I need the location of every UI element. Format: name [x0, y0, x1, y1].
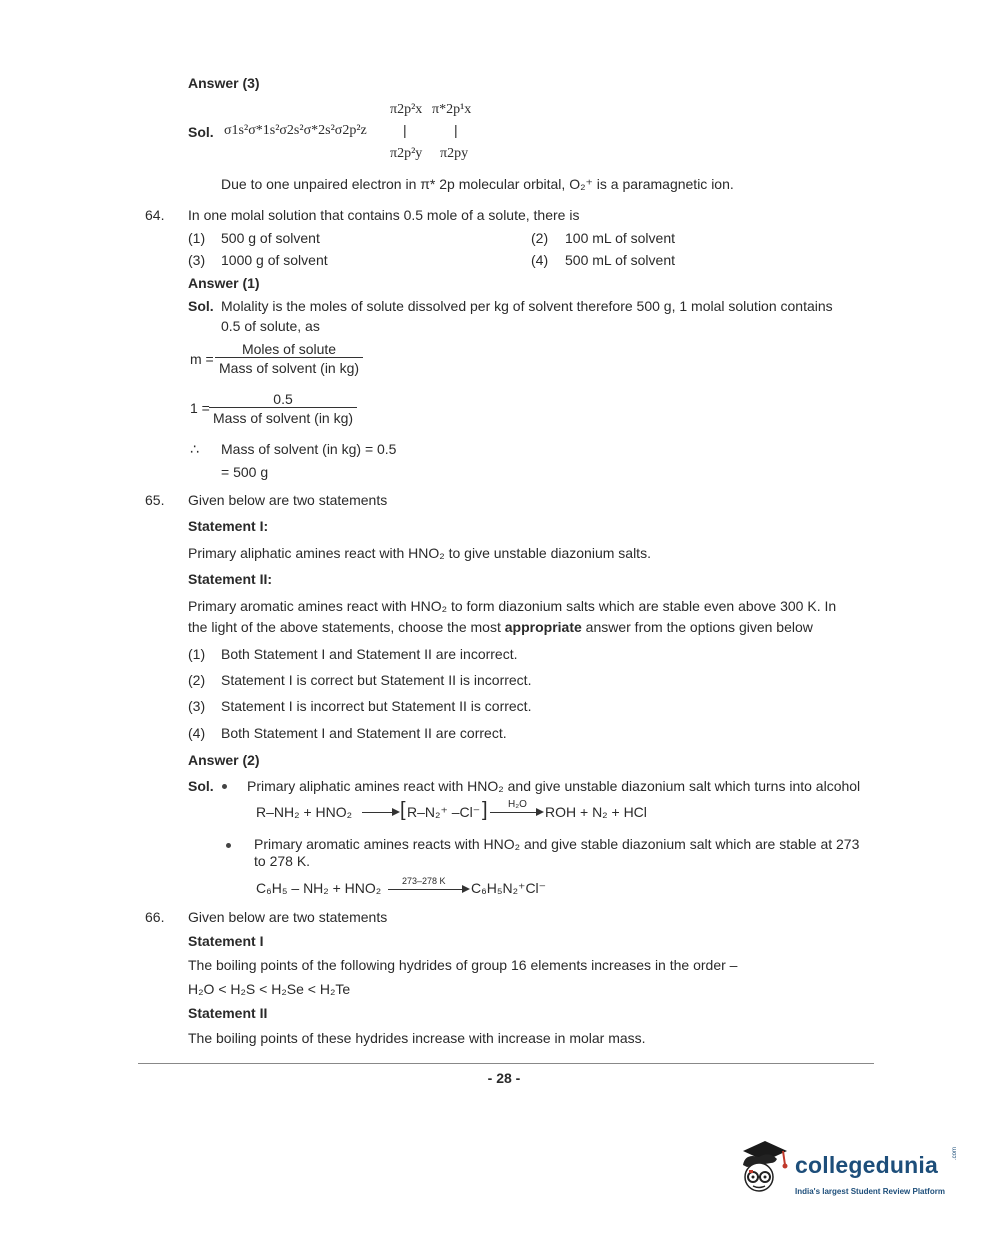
mo-pi-star-y: π2py [440, 146, 469, 161]
brand-name: collegedunia [795, 1152, 938, 1178]
sol-label-top: Sol. [188, 124, 214, 140]
q65-bullet1: Primary aliphatic amines react with HNO₂ and give unstable diazonium salt which turns into alcohol [247, 778, 861, 794]
therefore-symbol: ∴ [190, 441, 199, 457]
q65-opt2-text: Statement I is correct but Statement II is incorrect. [221, 672, 532, 688]
q65-stmt2-line2-a: the light of the above statements, choose the most [188, 619, 505, 635]
q64-result1: Mass of solvent (in kg) = 0.5 [221, 441, 397, 457]
q65-stmt2-line2-b: answer from the options given below [581, 619, 813, 635]
q65-opt1-text: Both Statement I and Statement II are incorrect. [221, 646, 518, 662]
rxn1-arrow2-head-icon [536, 808, 544, 816]
q64-sol-label: Sol. [188, 298, 214, 314]
q65-stmt1: Primary aliphatic amines react with HNO₂ to give unstable diazonium salts. [188, 545, 651, 561]
q64-number: 64. [145, 207, 165, 223]
q64-opt3-num: (3) [188, 252, 206, 268]
q65-opt3-text: Statement I is incorrect but Statement II is correct. [221, 698, 532, 714]
bullet-1-icon [222, 784, 227, 789]
eq2-numerator: 0.5 [273, 391, 293, 407]
mo-bar-1: | [403, 122, 407, 138]
rxn2-arrow-line [388, 889, 464, 890]
q65-bullet2-line1: Primary aromatic amines reacts with HNO₂ and give stable diazonium salt which are stable at 273 [254, 836, 860, 852]
paramagnetic-note: Due to one unpaired electron in π* 2p molecular orbital, O₂⁺ is a paramagnetic ion. [221, 176, 734, 192]
q64-sol-line2: 0.5 of solute, as [221, 318, 320, 334]
q64-result2: = 500 g [221, 464, 269, 480]
q65-opt4-text: Both Statement I and Statement II are correct. [221, 725, 507, 741]
q66-order: H₂O < H₂S < H₂Se < H₂Te [188, 981, 351, 997]
q66-stmt2: The boiling points of these hydrides increase with increase in molar mass. [188, 1030, 646, 1046]
mo-bar-2: | [454, 122, 458, 138]
q65-stmt2-line2 [188, 619, 813, 636]
eq2-lhs: 1 = [190, 400, 210, 416]
q64-opt2-num: (2) [531, 230, 549, 246]
q65-stmt2-line1: Primary aromatic amines react with HNO₂ to form diazonium salts which are stable even above 300 K. In [188, 598, 837, 614]
bullet-2-icon [226, 843, 231, 848]
q66-stmt1: The boiling points of the following hydrides of group 16 elements increases in the order – [188, 957, 738, 973]
eq1-denominator: Mass of solvent (in kg) [215, 357, 363, 376]
q65-answer: Answer (2) [188, 752, 260, 768]
q64-opt4-text: 500 mL of solvent [565, 252, 675, 268]
footer-divider [138, 1063, 874, 1064]
q66-stmt2-label: Statement II [188, 1005, 268, 1021]
mo-pi-y: π2p²y [390, 146, 423, 161]
q64-question: In one molal solution that contains 0.5 mole of a solute, there is [188, 207, 580, 223]
collegedunia-mascot-icon [735, 1137, 795, 1197]
rxn1-arrow2-line [490, 812, 538, 813]
q64-opt3-text: 1000 g of solvent [221, 252, 328, 268]
q65-sol-label: Sol. [188, 778, 214, 794]
q64-opt4-num: (4) [531, 252, 549, 268]
q65-bullet2-line2: to 278 K. [254, 853, 311, 869]
q65-question: Given below are two statements [188, 492, 388, 508]
rxn2-left: C₆H₅ – NH₂ + HNO₂ [256, 880, 382, 896]
rxn1-arrow1-line [362, 812, 394, 813]
q64-sol-line1: Molality is the moles of solute dissolved per kg of solvent therefore 500 g, 1 molal solution contains [221, 298, 833, 314]
q65-opt1-num: (1) [188, 646, 206, 662]
rxn2-condition: 273–278 K [402, 876, 446, 886]
brand-suffix: .com [952, 1146, 958, 1160]
eq1-numerator: Moles of solute [241, 341, 337, 357]
rxn2-arrow-head-icon [462, 885, 470, 893]
q65-stmt2-label: Statement II: [188, 571, 273, 587]
rxn1-arrow1-head-icon [392, 808, 400, 816]
eq1-fraction [215, 341, 363, 376]
q66-number: 66. [145, 909, 165, 925]
q65-stmt1-label: Statement I: [188, 518, 269, 534]
rxn1-bracket-right: ] [482, 799, 488, 821]
q66-stmt1-label: Statement I [188, 933, 264, 949]
mo-pi-x: π2p²x [390, 102, 423, 117]
q66-question: Given below are two statements [188, 909, 388, 925]
answer-prev: Answer (3) [188, 75, 260, 91]
q65-stmt2-line2-bold: appropriate [504, 619, 582, 635]
rxn1-left: R–NH₂ + HNO₂ [256, 804, 353, 820]
brand-tagline: India's largest Student Review Platform [795, 1187, 945, 1196]
mo-config: σ1s²σ*1s²σ2s²σ*2s²σ2p²z [224, 123, 367, 138]
q64-opt1-text: 500 g of solvent [221, 230, 320, 246]
eq2-denominator: Mass of solvent (in kg) [209, 407, 357, 426]
q64-opt2-text: 100 mL of solvent [565, 230, 675, 246]
rxn1-mid: R–N₂⁺ –Cl⁻ [407, 804, 481, 820]
rxn1-right: ROH + N₂ + HCl [545, 804, 647, 820]
q64-opt1-num: (1) [188, 230, 206, 246]
q65-opt2-num: (2) [188, 672, 206, 688]
eq1-lhs: m = [190, 351, 214, 367]
page-number: - 28 - [487, 1070, 521, 1086]
rxn1-bracket-left: [ [400, 799, 406, 821]
q65-number: 65. [145, 492, 165, 508]
rxn1-condition: H₂O [508, 799, 527, 810]
eq2-fraction [209, 391, 357, 426]
q65-opt3-num: (3) [188, 698, 206, 714]
mo-pi-star-x: π*2p¹x [432, 102, 472, 117]
q64-answer: Answer (1) [188, 275, 260, 291]
rxn2-right: C₆H₅N₂⁺Cl⁻ [471, 880, 547, 896]
q65-opt4-num: (4) [188, 725, 206, 741]
